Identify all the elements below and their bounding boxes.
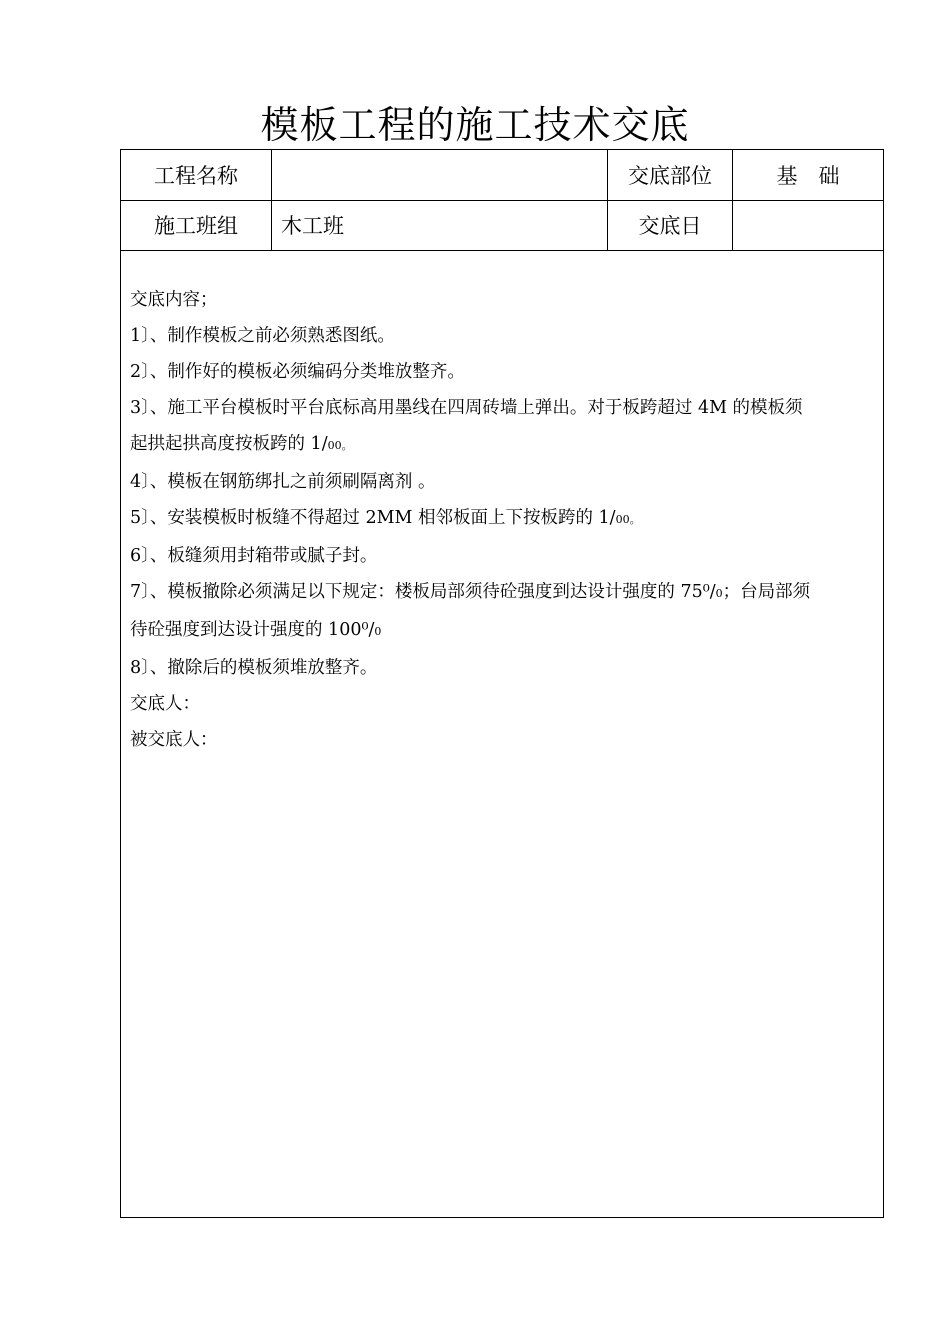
location-label: 交底部位 <box>628 164 712 188</box>
content-item-1: 1〕、制作模板之前必须熟悉图纸。 <box>130 326 395 346</box>
content-item-7-cont <box>130 612 875 650</box>
content-item-3: 3〕、施工平台模板时平台底标高用墨线在四周砖墙上弹出。对于板跨超过 4M 的模板须 <box>130 398 803 418</box>
content-item-7-text: 7〕、模板撤除必须满足以下规定：楼板局部须待砼强度到达设计强度的 75 <box>130 582 703 602</box>
date-label: 交底日 <box>638 214 702 238</box>
content-item-7 <box>130 574 875 612</box>
page-title: 模板工程的施工技术交底 <box>260 103 690 147</box>
content-item-8: 8〕、撤除后的模板须堆放整齐。 <box>130 658 378 678</box>
content-item-5-text: 5〕、安装模板时板缝不得超过 2MM 相邻板面上下按板跨的 1/ <box>130 508 616 528</box>
per-mille-subscript: 00。 <box>327 439 353 452</box>
discloser-label: 交底人： <box>130 694 200 714</box>
disclosure-content <box>130 282 875 758</box>
content-item-5 <box>130 500 875 538</box>
content-item-3-cont-text: 起拱起拱高度按板跨的 1/ <box>130 434 328 454</box>
project-name-value <box>272 150 607 200</box>
content-item-3-cont <box>130 426 875 464</box>
content-item-6: 6〕、板缝须用封箱带或腻子封。 <box>130 546 378 566</box>
row-divider-2 <box>121 250 883 251</box>
team-value: 木工班 <box>281 214 344 238</box>
content-item-2: 2〕、制作好的模板必须编码分类堆放整齐。 <box>130 362 465 382</box>
content-item-4: 4〕、模板在钢筋绑扎之前须刷隔离剂 。 <box>130 472 436 492</box>
location-value: 基 础 <box>776 164 840 188</box>
percent-sign: ⁰/ <box>361 620 375 640</box>
team-label: 施工班组 <box>154 214 238 238</box>
disclosure-table <box>120 149 884 1218</box>
percent-subscript: 0 <box>374 625 382 638</box>
percent-sign: ⁰/ <box>702 582 716 602</box>
percent-subscript: 0 <box>715 587 723 600</box>
date-value <box>733 200 883 250</box>
receiver-label: 被交底人： <box>130 730 218 750</box>
content-item-7-cont-text: 待砼强度到达设计强度的 100 <box>130 620 362 640</box>
content-item-7-tail: ；台局部须 <box>722 582 811 602</box>
project-name-label: 工程名称 <box>154 164 238 188</box>
per-mille-subscript: 00。 <box>615 513 641 526</box>
content-heading: 交底内容； <box>130 290 218 310</box>
